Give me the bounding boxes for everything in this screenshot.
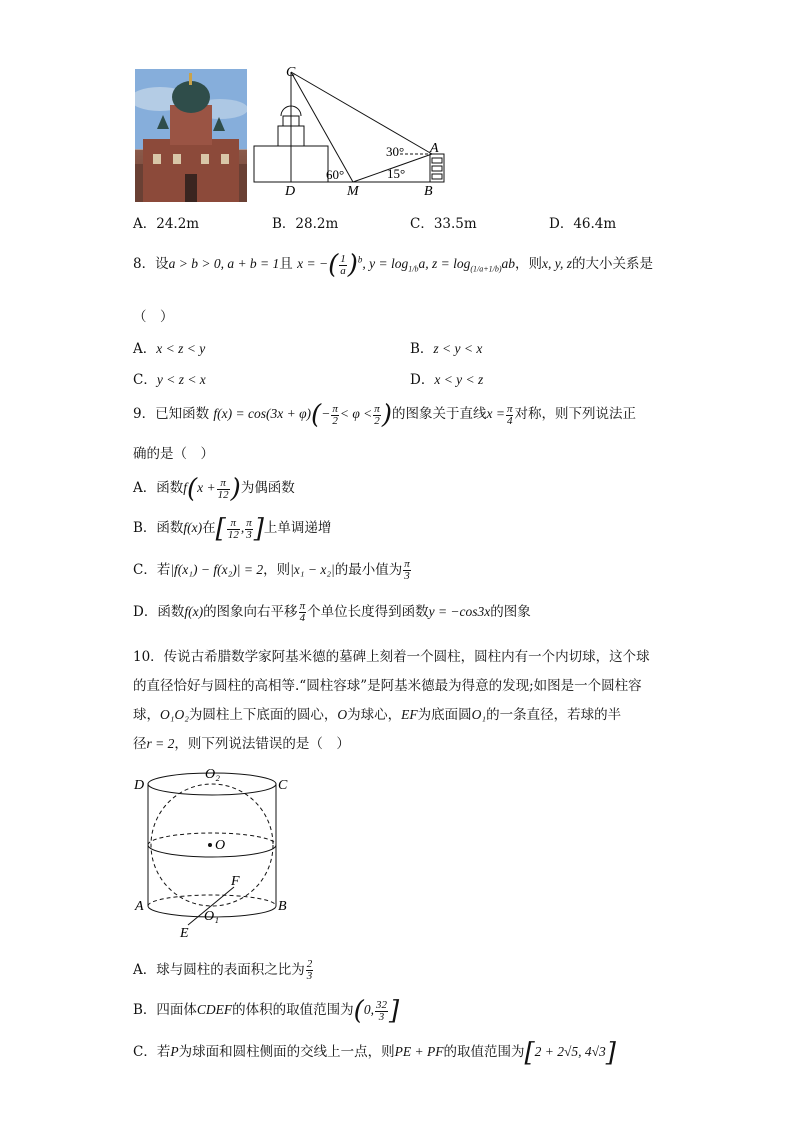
- q10-option-a[interactable]: [133, 958, 314, 982]
- q8-option-a-letter: A．: [133, 341, 157, 357]
- label-A: A: [135, 899, 144, 914]
- label-O: O: [215, 838, 226, 853]
- q8-stem: [133, 252, 653, 278]
- label-M: M: [347, 184, 359, 199]
- angle-30-label: 30°: [386, 144, 405, 159]
- q8-stem-b: 且: [279, 256, 293, 273]
- q9-stem-a: 9．已知函数: [133, 406, 210, 423]
- q9-stem-c: 对称，则下列说法正: [514, 406, 636, 423]
- label-A: A: [430, 141, 439, 156]
- q8-option-d-expr: x < y < z: [434, 372, 484, 387]
- q10-line3-g: 为底面圆: [417, 707, 472, 723]
- q10-option-c-text4: PE + PF: [394, 1044, 444, 1060]
- q8-option-b[interactable]: [410, 337, 482, 357]
- q8-paren: （ ）: [133, 309, 174, 325]
- q9-option-a-text2: 为偶函数: [240, 480, 295, 497]
- q9-option-b[interactable]: [133, 516, 331, 542]
- q10-option-c-text1: C．若: [133, 1044, 171, 1061]
- q9-option-c-cond: |f(x₁) − f(x₂)| = 2: [170, 562, 264, 577]
- label-E: E: [180, 926, 189, 941]
- q9-option-d-text2: 的图象向右平移: [203, 604, 298, 620]
- q9-option-d-text4: 的图象: [490, 604, 531, 620]
- q10-line3-b: O₁O₂: [160, 707, 189, 722]
- q10-option-c-text3: 为球面和圆柱侧面的交线上一点，则: [178, 1044, 395, 1061]
- q8-stem-a: 8．设: [133, 256, 169, 273]
- angle-60-label: 60°: [326, 167, 345, 182]
- cylinder-sphere-diagram: [130, 765, 300, 943]
- q9-stem-b: 的图象关于直线: [391, 406, 487, 423]
- q10-option-b-interval: (0, $\frac{32}{3}$ ]: [353, 996, 400, 1026]
- label-D: D: [285, 184, 296, 199]
- q9-option-d-shift: $\frac{\pi}{4}$: [299, 600, 306, 624]
- q9-option-d-text3: 个单位长度得到函数: [307, 604, 429, 620]
- angle-15-label: 15°: [387, 166, 406, 181]
- q8-option-d-letter: D．: [410, 372, 435, 388]
- q9-option-c-text2: ，则: [263, 562, 291, 578]
- q9-option-c-text1: C．若: [133, 562, 171, 578]
- q8-option-c-expr: y < z < x: [156, 372, 206, 387]
- q10-option-a-ratio: $\frac{2}{3}$: [306, 958, 313, 982]
- q10-line4-b: r = 2: [146, 736, 175, 751]
- q9-option-b-interval: [ $\frac{\pi}{12}$ , $\frac{\pi}{3}$ ]: [215, 514, 264, 544]
- q9-function-expr: f(x) = cos(3x + φ)(− $\frac{\pi}{2}$ < φ < $\frac{\pi}{2}$ ): [213, 400, 392, 430]
- q8-option-a-expr: x < z < y: [156, 341, 206, 356]
- q10-line3-h: O₁: [471, 707, 487, 722]
- q10-line3-i: 的一条直径，若球的半: [486, 707, 622, 723]
- triangle-diagram: [250, 62, 450, 202]
- q8-option-b-expr: z < y < x: [433, 341, 483, 356]
- label-B: B: [278, 899, 287, 914]
- q10-option-b-text2: CDEF: [196, 1002, 233, 1018]
- q9-option-d-text1: D．函数: [133, 604, 185, 620]
- q10-line3-e: 为球心，: [347, 707, 402, 723]
- q9-option-b-text2: 在: [202, 520, 216, 537]
- q10-stem-line1: 10．传说古希腊数学家阿基米德的墓碑上刻着一个圆柱，圆柱内有一个内切球，这个球: [133, 649, 650, 665]
- label-D: D: [134, 778, 145, 793]
- q9-axis-expr: x = $\frac{\pi}{4}$: [486, 402, 513, 427]
- q9-option-b-text3: 上单调递增: [263, 520, 332, 537]
- q8-option-d[interactable]: [410, 368, 483, 388]
- q9-stem-line2: 确的是（ ）: [133, 446, 214, 462]
- q9-option-a-expr: f(x + $\frac{\pi}{12}$ ): [183, 474, 241, 504]
- q8-vars: x, y, z: [542, 256, 573, 272]
- q9-option-d[interactable]: [133, 600, 531, 624]
- q9-option-d-target: y = −cos3x: [428, 604, 491, 619]
- label-C: C: [278, 778, 288, 793]
- q9-option-a[interactable]: [133, 476, 295, 502]
- label-O1: O₁: [204, 909, 219, 924]
- q8-x-expr: x = −( $\frac{1}{a}$ )$^b$, $y = \log_{1/b}a$, $z = \log_{(1/a+1/b)}ab$: [297, 250, 516, 280]
- q10-stem-line4: [133, 732, 350, 752]
- q9-option-c-text3: 的最小值为: [334, 562, 403, 578]
- q9-option-b-text1: B．函数: [133, 520, 184, 537]
- q10-line3-d: O: [337, 707, 348, 722]
- q7-option-b[interactable]: B．28.2m: [272, 216, 339, 232]
- q7-option-a[interactable]: A．24.2m: [133, 216, 200, 232]
- q9-option-c-value: $\frac{\pi}{3}$: [404, 558, 410, 582]
- label-F: F: [231, 874, 240, 889]
- q10-line4-a: 径: [133, 736, 147, 752]
- q8-stem-c: ，则: [515, 256, 543, 273]
- q9-option-d-fx: f(x): [184, 604, 204, 619]
- q8-stem-d: 的大小关系是: [572, 256, 654, 273]
- q10-option-b-text3: 的体积的取值范围为: [232, 1002, 354, 1019]
- q8-option-b-letter: B．: [410, 341, 434, 357]
- q10-option-c-interval: [2 + 2√5, 4√3]: [524, 1038, 616, 1068]
- cathedral-photo: [135, 69, 247, 202]
- q10-option-c[interactable]: [133, 1040, 616, 1066]
- q9-stem-line1: [133, 402, 636, 428]
- q10-line3-a: 球，: [133, 707, 160, 723]
- q10-option-c-text5: 的取值范围为: [443, 1044, 525, 1061]
- q9-option-c[interactable]: [133, 558, 412, 582]
- q10-line3-c: 为圆柱上下底面的圆心，: [188, 707, 338, 723]
- label-C: C: [286, 65, 296, 80]
- label-O2: O₂: [205, 767, 220, 782]
- q10-option-c-text2: P: [170, 1044, 179, 1060]
- q10-option-b-text1: B．四面体: [133, 1002, 197, 1019]
- q8-condition: a > b > 0, a + b = 1: [168, 256, 280, 272]
- label-B: B: [424, 184, 433, 199]
- q10-line4-c: ，则下列说法错误的是（ ）: [174, 736, 350, 752]
- q9-option-c-diff: |x₁ − x₂|: [290, 562, 335, 577]
- q10-option-a-text: A．球与圆柱的表面积之比为: [133, 962, 305, 978]
- q10-stem-line3: [133, 703, 621, 723]
- q8-option-c-letter: C．: [133, 372, 157, 388]
- q8-option-c[interactable]: [133, 368, 206, 388]
- q10-stem-line2: 的直径恰好与圆柱的高相等.“圆柱容球”是阿基米德最为得意的发现;如图是一个圆柱容: [133, 678, 642, 694]
- q10-line3-f: EF: [401, 707, 418, 722]
- q7-option-d[interactable]: D．46.4m: [549, 216, 617, 232]
- q9-option-a-text1: A．函数: [133, 480, 184, 497]
- q10-option-b[interactable]: [133, 998, 399, 1024]
- q9-option-b-fx: f(x): [183, 520, 203, 536]
- q7-option-c[interactable]: C．33.5m: [410, 216, 477, 232]
- q8-option-a[interactable]: [133, 337, 205, 357]
